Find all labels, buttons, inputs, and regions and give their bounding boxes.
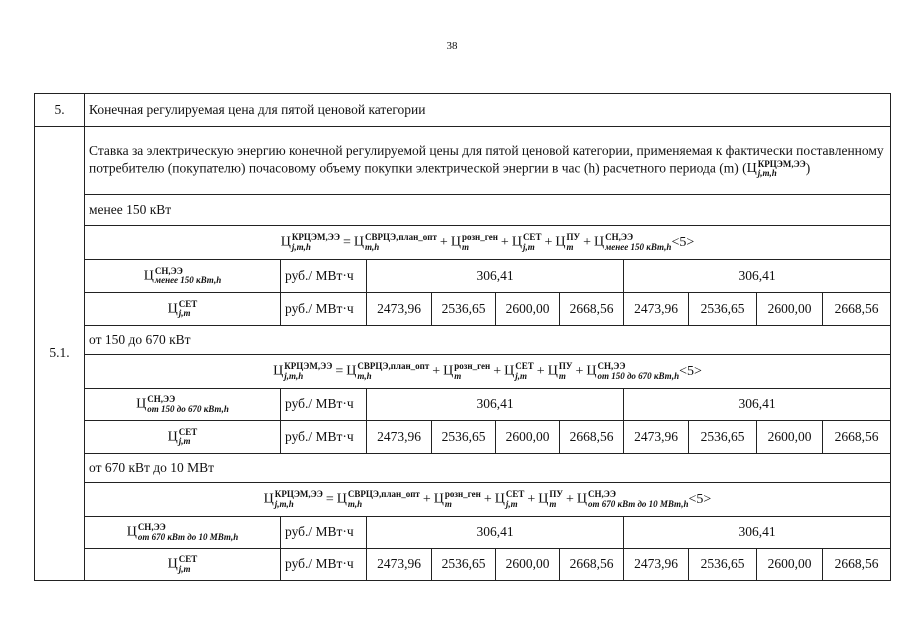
section-row (35, 94, 891, 127)
set-value: 2473,96 (367, 549, 432, 581)
footnote-ref: <5> (679, 363, 702, 379)
page-number: 38 (446, 40, 458, 52)
formula-term: Ц СЕТ j,m (494, 489, 525, 509)
set-value: 2536,65 (689, 549, 757, 581)
formula-operator: = (335, 363, 344, 379)
set-row (35, 421, 891, 454)
subsection-number: 5.1. (35, 127, 85, 581)
set-label (85, 549, 281, 581)
footnote-ref: <5> (671, 234, 695, 250)
formula (85, 355, 891, 389)
group-title-row (35, 326, 891, 355)
unit-label: руб./ МВт·ч (281, 293, 367, 326)
set-value: 2668,56 (560, 421, 624, 454)
footnote-ref: <5> (688, 491, 712, 507)
unit-label: руб./ МВт·ч (281, 389, 367, 421)
sn-label (85, 389, 281, 421)
formula-term: Ц розн_ген m (450, 232, 498, 252)
subsection-description: Ставка за электрическую энергию конечной регулируемой цены для пятой ценовой категории, применяемая к фактически поставленному потребителю (покупателю) почасовому объему покупки электрической энергии в час (h) расчетного периода (m) ( (89, 142, 884, 176)
unit-label: руб./ МВт·ч (281, 260, 367, 293)
formula-operator: + (439, 234, 448, 250)
group-title: менее 150 кВт (85, 195, 891, 226)
sn-value: 306,41 (624, 260, 891, 293)
set-value: 2668,56 (823, 421, 891, 454)
set-row (35, 549, 891, 581)
set-symbol: Ц СЕТ j,m (167, 426, 198, 446)
sn-label (85, 517, 281, 549)
set-value: 2600,00 (757, 549, 823, 581)
formula-row (35, 483, 891, 517)
group-title-row (35, 454, 891, 483)
formula-operator: + (544, 234, 553, 250)
formula-term: Ц СН,ЭЭ от 670 кВт до 10 МВт,h (576, 489, 689, 509)
formula-operator: + (422, 491, 431, 507)
set-value: 2473,96 (624, 549, 689, 581)
set-value: 2668,56 (823, 293, 891, 326)
set-value: 2536,65 (689, 421, 757, 454)
subsection-row (35, 127, 891, 195)
formula-operator: + (483, 491, 492, 507)
subsection-symbol: Ц КРЦЭМ,ЭЭ j,m,h (746, 158, 806, 178)
unit-label: руб./ МВт·ч (281, 549, 367, 581)
sn-row (35, 260, 891, 293)
sn-value: 306,41 (367, 260, 624, 293)
formula-term: Ц розн_ген m (443, 361, 491, 381)
group-title: от 150 до 670 кВт (85, 326, 891, 355)
sn-row (35, 517, 891, 549)
set-label (85, 293, 281, 326)
sn-value: 306,41 (624, 389, 891, 421)
tariff-table (34, 93, 891, 581)
sn-symbol: Ц СН,ЭЭ от 670 кВт до 10 МВт,h (126, 522, 239, 542)
set-value: 2536,65 (432, 549, 496, 581)
sn-value: 306,41 (624, 517, 891, 549)
set-value: 2473,96 (624, 293, 689, 326)
unit-label: руб./ МВт·ч (281, 421, 367, 454)
set-label (85, 421, 281, 454)
sn-label (85, 260, 281, 293)
group-title-row (35, 195, 891, 226)
formula-operator: = (342, 234, 351, 250)
set-symbol: Ц СЕТ j,m (167, 554, 198, 574)
set-value: 2473,96 (624, 421, 689, 454)
formula-operator: + (493, 363, 502, 379)
sn-value: 306,41 (367, 517, 624, 549)
formula-operator: + (536, 363, 545, 379)
formula-operator: + (432, 363, 441, 379)
unit-label: руб./ МВт·ч (281, 517, 367, 549)
formula-term: Ц розн_ген m (433, 489, 481, 509)
set-value: 2473,96 (367, 421, 432, 454)
section-title: Конечная регулируемая цена для пятой ценовой категории (85, 94, 891, 127)
group-title: от 670 кВт до 10 МВт (85, 454, 891, 483)
sn-symbol: Ц СН,ЭЭ от 150 до 670 кВт,h (136, 394, 229, 414)
formula-operator: + (575, 363, 584, 379)
formula-term: Ц СН,ЭЭ от 150 до 670 кВт,h (586, 361, 680, 381)
formula (85, 226, 891, 260)
formula-operator: + (527, 491, 536, 507)
set-value: 2600,00 (496, 293, 560, 326)
formula-operator: = (325, 491, 334, 507)
set-row (35, 293, 891, 326)
set-value: 2600,00 (496, 549, 560, 581)
set-value: 2536,65 (689, 293, 757, 326)
set-value: 2600,00 (757, 421, 823, 454)
subsection-text: Ставка за электрическую энергию конечной регулируемой цены для пятой ценовой категории, применяемая к фактически поставленному потребителю (покупателю) почасовому объему покупки электрической энергии в час (h) расчетного периода (m) (Ц КРЦЭМ,ЭЭ j,m,h ) (85, 127, 891, 195)
set-symbol: Ц СЕТ j,m (167, 298, 198, 318)
formula-operator: + (583, 234, 591, 250)
set-value: 2668,56 (823, 549, 891, 581)
sn-row (35, 389, 891, 421)
formula-term: Ц ПУ m (547, 361, 573, 381)
set-value: 2668,56 (560, 293, 624, 326)
formula-lhs: Ц КРЦЭМ,ЭЭ j,m,h (263, 489, 323, 509)
set-value: 2536,65 (432, 293, 496, 326)
formula (85, 483, 891, 517)
formula-term: Ц ПУ m (555, 232, 581, 252)
set-value: 2600,00 (496, 421, 560, 454)
formula-term: Ц СВРЦЭ,план_опт m,h (336, 489, 420, 509)
set-value: 2600,00 (757, 293, 823, 326)
formula-row (35, 226, 891, 260)
set-value: 2536,65 (432, 421, 496, 454)
formula-term: Ц СЕТ j,m (511, 232, 542, 252)
formula-term: Ц СН,ЭЭ менее 150 кВт,h (594, 232, 672, 252)
formula-lhs: Ц КРЦЭМ,ЭЭ j,m,h (273, 361, 333, 381)
formula-operator: + (566, 491, 574, 507)
formula-term: Ц ПУ m (538, 489, 563, 509)
formula-operator: + (500, 234, 509, 250)
set-value: 2473,96 (367, 293, 432, 326)
formula-term: Ц СВРЦЭ,план_опт m,h (353, 232, 437, 252)
formula-lhs: Ц КРЦЭМ,ЭЭ j,m,h (280, 232, 340, 252)
section-number: 5. (35, 94, 85, 127)
formula-term: Ц СВРЦЭ,план_опт m,h (346, 361, 430, 381)
sn-symbol: Ц СН,ЭЭ менее 150 кВт,h (143, 265, 222, 285)
set-value: 2668,56 (560, 549, 624, 581)
formula-row (35, 355, 891, 389)
formula-term: Ц СЕТ j,m (504, 361, 534, 381)
sn-value: 306,41 (367, 389, 624, 421)
